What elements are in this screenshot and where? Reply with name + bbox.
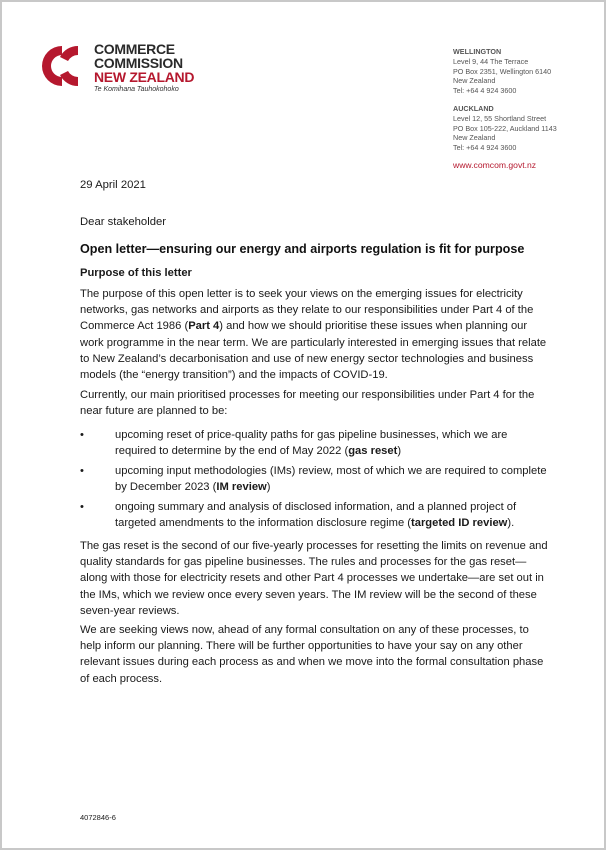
auckland-address-line: New Zealand (453, 133, 496, 143)
bullet-icon: • (80, 465, 84, 477)
letter-page: COMMERCE COMMISSION NEW ZEALAND Te Komihana Tauhokohoko WELLINGTON Level 9, 44 The Terrace PO Box 2351, Wellington 6140 New Zealand Tel: +64 4 924 3600 AUCKLAND Level 12, 55 Shortland Street PO Box 105-222, Auckland 1143 New Zealand Tel: +64 4 924 3600 www.comcom.govt.nz 29 April 2021 Dear stakeholder Open letter—ensuring our energy and airports regulation is fit for purpose Purpose of this letter The purpose of this open letter is to seek your views on the emerging issues for electricity networks, gas networks and airports as they relate to our responsibilities under Part 4 of the Commerce Act 1986 (Part 4) and how we should prioritise these issues when planning our work programme in the near term. We are particularly interested in emerging issues that relate to New Zealand’s decarbonisation and use of new energy sector technologies and business models (the “energy transition”) and the impacts of COVID-19. Currently, our main prioritised processes for meeting our responsibilities under Part 4 for the near future are planned to be: • upcoming reset of price-quality paths for gas pipeline businesses, which we are required to determine by the end of May 2022 (gas reset) • upcoming input methodologies (IMs) review, most of which we are required to complete by December 2023 (IM review) • ongoing summary and analysis of disclosed information, and a planned project of targeted amendments to the information disclosure regime (targeted ID review). The gas reset is the second of our five-yearly processes for resetting the limits on revenue and quality standards for gas pipeline businesses. The rules and processes for the gas reset—along with those for electricity resets and other Part 4 processes we undertake—are set out in the IMs, which we review once every seven years. The IM review will be the second of these seven-year reviews. We are seeking views now, ahead of any formal consultation on any of these processes, to help inform our planning. There will be further opportunities to have your say on any other relevant issues during each process as and when we move into the formal consultation phase of each process. 4072846-6 (0, 0, 606, 850)
website-link[interactable]: www.comcom.govt.nz (453, 159, 537, 170)
wellington-address-line: New Zealand (453, 76, 496, 86)
term-im-review: IM review (216, 481, 267, 494)
wellington-address-line: PO Box 2351, Wellington 6140 (453, 66, 552, 76)
salutation: Dear stakeholder (80, 216, 167, 228)
logo-line-new-zealand: NEW ZEALAND (94, 69, 195, 85)
bullet-icon: • (80, 501, 84, 513)
paragraph-purpose: The purpose of this open letter is to seek your views on the emerging issues for electricity networks, gas networks and airports as they relate to our responsibilities under Part 4 of the Commerce Act 1986 (Part 4) and how we should prioritise these issues when planning our work programme in the near term. We are particularly interested in emerging issues that relate to New Zealand’s decarbonisation and use of new energy sector technologies and business models (the “energy transition”) and the impacts of COVID-19. (80, 288, 547, 382)
wellington-address-line: Level 9, 44 The Terrace (453, 56, 529, 66)
logo-line-commerce: COMMERCE (94, 41, 175, 57)
wellington-heading: WELLINGTON (453, 47, 502, 56)
auckland-phone: Tel: +64 4 924 3600 (453, 143, 517, 153)
letter-date: 29 April 2021 (80, 179, 146, 191)
paragraph-processes-intro: Currently, our main prioritised processes for meeting our responsibilities under Part 4 for the near future are planned to be: (80, 389, 535, 418)
auckland-address-line: PO Box 105-222, Auckland 1143 (453, 123, 557, 133)
letter-title: Open letter—ensuring our energy and airports regulation is fit for purpose (80, 242, 525, 256)
bullet-icon: • (80, 429, 84, 441)
contact-block (453, 47, 593, 171)
document-reference: 4072846-6 (80, 813, 116, 822)
auckland-address-line: Level 12, 55 Shortland Street (453, 113, 547, 123)
paragraph-seeking-views: We are seeking views now, ahead of any formal consultation on any of these processes, to help inform our planning. There will be further opportunities to have your say on any other relevant issues during each process as and when we move into the formal consultation phase of each process. (80, 624, 544, 685)
section-heading: Purpose of this letter (80, 267, 192, 279)
logo-line-commission: COMMISSION (94, 55, 183, 71)
commerce-commission-logo-icon (38, 42, 92, 90)
auckland-heading: AUCKLAND (453, 103, 494, 113)
term-targeted-id-review: targeted ID review (411, 517, 508, 530)
commerce-commission-logo (38, 41, 198, 93)
logo-tagline: Te Komihana Tauhokohoko (94, 86, 179, 93)
wellington-phone: Tel: +64 4 924 3600 (453, 86, 517, 96)
term-gas-reset: gas reset (348, 445, 398, 458)
term-part4: Part 4 (188, 320, 220, 333)
paragraph-gas-reset: The gas reset is the second of our five-yearly processes for resetting the limits on revenue and quality standards for gas pipeline businesses. The rules and processes for the gas reset—along with those for electricity resets and other Part 4 processes we undertake—are set out in the IMs, which we review once every seven years. The IM review will be the second of these seven-year reviews. (80, 540, 548, 617)
